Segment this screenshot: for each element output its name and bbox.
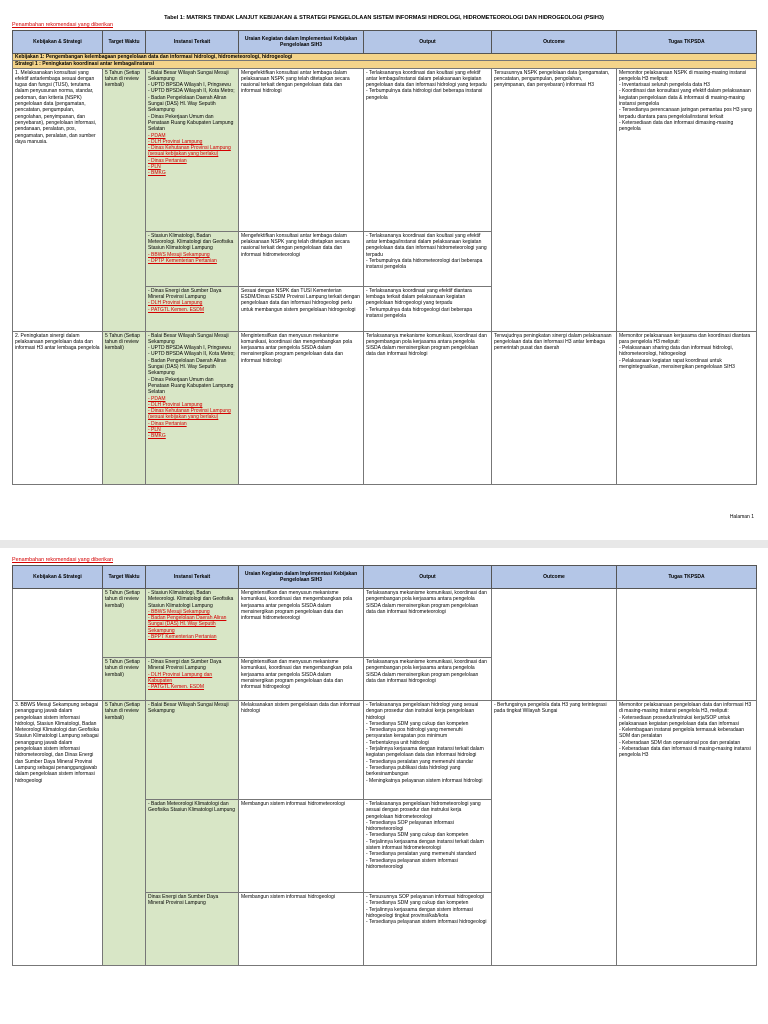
institution-cell: - Stasiun Klimatologi, Badan Meteorologi. Klimatologi dan Geofisika Stasiun Klimatologi Lampung - BBWS Mesuji Sekampung - DPTP Kementerian Pertanian [146,231,239,286]
institution-cell: - Balai Besar Wilayah Sungai Mesuji Sekampung - UPTD BPSDA Wilayah I, Pringsewu - UPTD BPSDA Wilayah II, Kota Metro; - Badan Pengelolaan Daerah Aliran Sungai (DAS) Hl. Way Seputih Sekampung - Dinas Pekerjaan Umum dan Penataan Ruang Kabupaten Lampung Selatan - PDAM - DLH Provinsi Lampung - Dinas Kehutanan Provinsi Lampung (sesuai kebijakan yang berlaku) - Dinas Pertanian - PLN - BMKG [146,68,239,231]
output-cell: - Tersusunnya SOP pelayanan informasi hidrogeologi - Tersedianya SDM yang cukup dan kompeten - Terjalinnya kerjasama dengan sistem informasi hidrogeologi tingkat provinsi/kab/kota - Tersedianya pelayanan sistem informasi hidrogeologi [364,893,492,966]
institution-cell: - Balai Besar Wilayah Sungai Mesuji Sekampung - UPTD BPSDA Wilayah I, Pringsewu - UPTD BPSDA Wilayah II, Kota Metro; - Badan Pengelolaan Daerah Aliran Sungai (DAS) Hl. Way Seputih Sekampung - Dinas Pekerjaan Umum dan Penataan Ruang Kabupaten Lampung Selatan - PDAM - DLH Provinsi Lampung - Dinas Kehutanan Provinsi Lampung (sesuai kebijakan yang berlaku) - Dinas Pertanian - PLN - BMKG [146,331,239,484]
outcome-cell: Tersusunnya NSPK pengelolaan data (pengamatan, pencatatan, pengumpulan, pengolahan, penyimpanan, dan penyebaran) informasi H3 [492,68,617,331]
policy-cell [13,589,103,701]
activity-cell: Sesuai dengan NSPK dan TUSI Kementerian ESDM/Dinas ESDM Provinsi Lampung terkait dengan pengelolaan data dan informasi hidrogeologi perlu untuk membangun sistem pengelolaan hidrogeologi [239,286,364,331]
page-separator [0,540,768,548]
institution-cell: - Dinas Energi dan Sumber Daya Mineral Provinsi Lampung - DLH Provinsi Lampung dan Kabupaten - PATGTL Kemen. ESDM [146,658,239,701]
activity-cell: Mengintensifkan dan menyusun mekanisme komunikasi, koordinasi dan mengembangkan pola kerjasama antar pengelola SISDA dalam mensinergikan program pengelolaan data dan informasi hidrogeologi [239,658,364,701]
target-cell: 5 Tahun (Setiap tahun di review kembali) [103,68,146,331]
revision-note: Penambahan rekomendasi yang diberikan [12,22,113,28]
table-header-row [13,31,757,54]
header-policy: Kebijakan & Strategi [13,566,103,589]
outcome-cell [492,589,617,701]
output-cell: - Terlaksananya koordinasi dan koultasi yang efektif antar lembaga/instansi dalam pelaksanaan kegiatan pengelolaan data dan informasi hidrometeorologi yang terpadu - Terbumpulnya data hidrometeorologi dari beberapa instansi pengelola [364,231,492,286]
header-institution: Instansi Terkait [146,31,239,54]
tugas-cell: Memonitor pelaksanaan NSPK di masing-masing instansi pengelola H3 meliputi: - Inventarisasi seluruh pengelola data H3 - Koordinasi dan konsultasi yang efektif dalam pelaksanaan kegiatan pengelolaan data & informasi di masing-masing instansi pengelola - Tersedianya perencanaan jaringan pemantau pos H3 yang terpadu diantara para pengelola/instansi terkait - Ketersediaan data dan informasi dimasing-masing pengelola [617,68,757,331]
strategy-heading: Strategi 1 : Peningkatan koordinasi antar lembaga/instansi [13,61,757,68]
output-cell: Terlaksananya mekanisme komunikasi, koordinasi dan pengembangan pola kerjasama antara pengelola SISDA dalam mensinergikan program pengelolaan data dan informasi hidrometeorologi [364,589,492,658]
strategy-section-row [13,61,757,68]
activity-cell: Membangun sistem informasi hidrometeorologi [239,800,364,893]
table-row [13,331,757,484]
target-cell: 5 Tahun (Setiap tahun di review kembali) [103,701,146,966]
header-tugas: Tugas TKPSDA [617,31,757,54]
document-title: Tabel 1: MATRIKS TINDAK LANJUT KEBIJAKAN & STRATEGI PENGELOLAAN SISTEM INFORMASI HIDROLOGI, HIDROMETEOROLOGI DAN HIDROGEOLOGI (PSIH3) [164,15,604,21]
table-header-row [13,566,757,589]
header-policy: Kebijakan & Strategi [13,31,103,54]
policy-heading: Kebijakan 1: Pengembangan kelembagaan pengelolaan data dan informasi hidrologi, hidrometeorologi, hidrogeologi [13,54,757,61]
header-activity: Uraian Kegiatan dalam Implementasi Kebijakan Pengelolaan SIH3 [239,566,364,589]
header-target: Target Waktu [103,31,146,54]
target-cell: 5 Tahun (Setiap tahun di review kembali) [103,658,146,701]
header-outcome: Outcome [492,566,617,589]
output-cell: - Terlaksananya koordinasi yang efektif diantara lembaga terkait dalam pelaksanaan kegiatan pengelolaan hidrogeologi yang terpadu - Terkumpulnya data hidrogeologi dari beberapa instansi pengelola [364,286,492,331]
table-row [13,589,757,658]
policy-cell: 2. Peningkatan sinergi dalam pelaksanaan pengelolaan data dan informasi H3 antar lembaga pengelola [13,331,103,484]
activity-cell: Mengefektifkan konsultasi antar lembaga dalam pelaksanaan NSPK yang telah ditetapkan secara nasional terkait dengan pengelolaan data dan informasi hidrologi [239,68,364,231]
page-number: Halaman 1 [729,514,754,520]
institution-cell: Dinas Energi dan Sumber Daya Mineral Provinsi Lampung [146,893,239,966]
output-cell: - Terlaksananya pengelolaan hidrologi yang sesuai dengan prosedur dan instruksi kerja pengelolaan hidrologi - Tersedianya SDM yang cukup dan kompeten - Tersedianya pos hidrologi yang memenuhi persyaratan kerapatan pos minimum - Terbentuknya unit hidrologi - Terjalinnya kerjasama dengan instansi terkait dalam kegiatan pengelolaan data dan informasi hidrologi - Tersedianya peralatan yang memenuhi standar - Tersedianya publikasi data hidrologi yang berkesinambungan - Meningkatnya pelayanan sistem informasi hidrologi [364,701,492,800]
output-cell: - Terlaksananya koordinasi dan koultasi yang efektif antar lembaga/instansi dalam pelaksanaan kegiatan pengelolaan data dan informasi hidrologi yang terpadu - Terbumpulnya data hidrologi dari beberapa instansi pengelola [364,68,492,231]
target-cell: 5 Tahun (Setiap tahun di review kembali) [103,589,146,658]
policy-cell: 1. Melaksanakan konsultasi yang efektif antarlembaga sesuai dengan tugas dan fungsi (TUSI), terutama dalam penyusunan norma, standar, pedoman, dan kriteria (NSPK) pengelolaan data (pengamatan, pencatatan, pengumpulan, pengolahan, penyimpanan, dan penyebaran), pengelolaan informasi, pendanaan, peralatan, pos, pengamatan, peralatan, dan sumber daya manusia. [13,68,103,331]
institution-cell: - Dinas Energi dan Sumber Daya Mineral Provinsi Lampung - DLH Provinsi Lampung - PATGTL Kemen. ESDM [146,286,239,331]
policy-cell: 3. BBWS Mesuji Sekampung sebagai penanggung jawab dalam pengelolaan sistem informasi hidrologi, Stasiun Klimatologi, Badan Meteorologi Klimatologi dan Geofisika Stasiun Klimatologi Lampung sebagai penanggung jawab dalam pengelolaan sistem informasi hidrometeorologi, dan Dinas Energi dan Sumber Daya Mineral Provinsi Lampung sebagai penanggungjawab dalam pengelolaan sistem informasi hidrogeologi [13,701,103,966]
outcome-cell: Terwujudnya peningkatan sinergi dalam pelaksanaan pengelolaan data dan informasi H3 antar lembaga pemerintah pusat dan daerah [492,331,617,484]
target-cell: 5 Tahun (Setiap tahun di review kembali) [103,331,146,484]
policy-section-row [13,54,757,61]
institution-cell: - Balai Besar Wilayah Sungai Mesuji Sekampung [146,701,239,800]
header-target: Target Waktu [103,566,146,589]
header-output: Output [364,31,492,54]
tugas-cell [617,589,757,701]
header-activity: Uraian Kegiatan dalam Implementasi Kebijakan Pengelolaan SIH3 [239,31,364,54]
output-cell: Terlaksananya mekanisme komunikasi, koordinasi dan pengembangan pola kerjasama antara pengelola SISDA dalam mensinergikan program pengelolaan data dan informasi hidrogeologi [364,658,492,701]
table-row [13,68,757,231]
activity-cell: Mengintensifkan dan menyusun mekanisme komunikasi, koordinasi dan mengembangkan pola kerjasama antar pengelola SISDA dalam mensinergikan program pengelolaan data dan informasi hidrometeorologi [239,589,364,658]
activity-cell: Mengefektifkan konsultasi antar lembaga dalam pelaksanaan NSPK yang telah ditetapkan secara nasional terkait dengan pengelolaan data dan informasi hidrometeorologi [239,231,364,286]
header-output: Output [364,566,492,589]
matrix-table-page-2 [12,565,757,966]
header-outcome: Outcome [492,31,617,54]
table-row [13,701,757,800]
activity-cell: Melaksanakan sistem pengelolaan data dan informasi hidrologi [239,701,364,800]
output-cell: Terlaksananya mekanisme komunikasi, koordinasi dan pengembangan pola kerjasama antara pengelola SISDA dalam mensinergikan program pengelolaan data dan informasi hidrologi [364,331,492,484]
tugas-cell: Memonitor pelaksanaan kerjasama dan koordinasi diantara para pengelola H3 meliputi: - Pelaksanaan sharing data dan informasi hidrologi, hidrometeorologi, hidrogeologi - Pelaksanaan kegiatan rapat koordinasi untuk mengintegrasikan, mensinergikan pengelolaan SIH3 [617,331,757,484]
header-institution: Instansi Terkait [146,566,239,589]
matrix-table-page-1 [12,30,757,485]
revision-note: Penambahan rekomendasi yang diberikan [12,557,113,563]
tugas-cell: Memonitor pelaksanaan pengelolaan data dan informasi H3 di masing-masing instansi pengelola H3, meliputi: - Ketersediaan prosedur/instruksi kerja/SOP untuk pelaksanaan kegiatan pengelolaan data dan informasi - Kelembagaan instansi pengelola termasuk keberadaan SDM dan peralatan - Keberadaan SDM dan operasional pos dan peralatan - Keberadaan data dan informasi di masing-masing instansi pengelola H3 [617,701,757,966]
institution-cell: - Badan Meteorologi Klimatologi dan Geofisika Stasiun Klimatologi Lampung [146,800,239,893]
outcome-cell: - Berfungsinya pengelola data H3 yang terintegrasi pada tingkat Wilayah Sungai [492,701,617,966]
header-tugas: Tugas TKPSDA [617,566,757,589]
activity-cell: Membangun sistem informasi hidrogeologi [239,893,364,966]
output-cell: - Terlaksananya pengelolaan hidrometeorologi yang sesuai dengan prosedur dan instruksi kerja pengelolaan hidrometeorologi - Tersedianya SOP pelayanan informasi hidrometeorologi - Tersedianya SDM yang cukup dan kompeten - Terjalinnya kerjasama dengan instansi terkait dalam sistem informasi hidrometeorologi - Tersedianya peralatan yang memenuhi standard - Tersedianya pelayanan sistem informasi hidrometeorologi [364,800,492,893]
document-page-2 [0,548,768,1024]
activity-cell: Mengintensifkan dan menyusun mekanisme komunikasi, koordinasi dan mengembangkan pola kerjasama antar pengelola SISDA dalam mensinergikan program pengelolaan data dan informasi hidrologi [239,331,364,484]
institution-cell: - Stasiun Klimatologi, Badan Meteorologi. Klimatologi dan Geofisika Stasiun Klimatologi Lampung - BBWS Mesuji Sekampung - Badan Pengelolaan Daerah Aliran Sungai (DAS) Hl. Way Seputih Sekampung - BPPT Kementerian Pertanian [146,589,239,658]
